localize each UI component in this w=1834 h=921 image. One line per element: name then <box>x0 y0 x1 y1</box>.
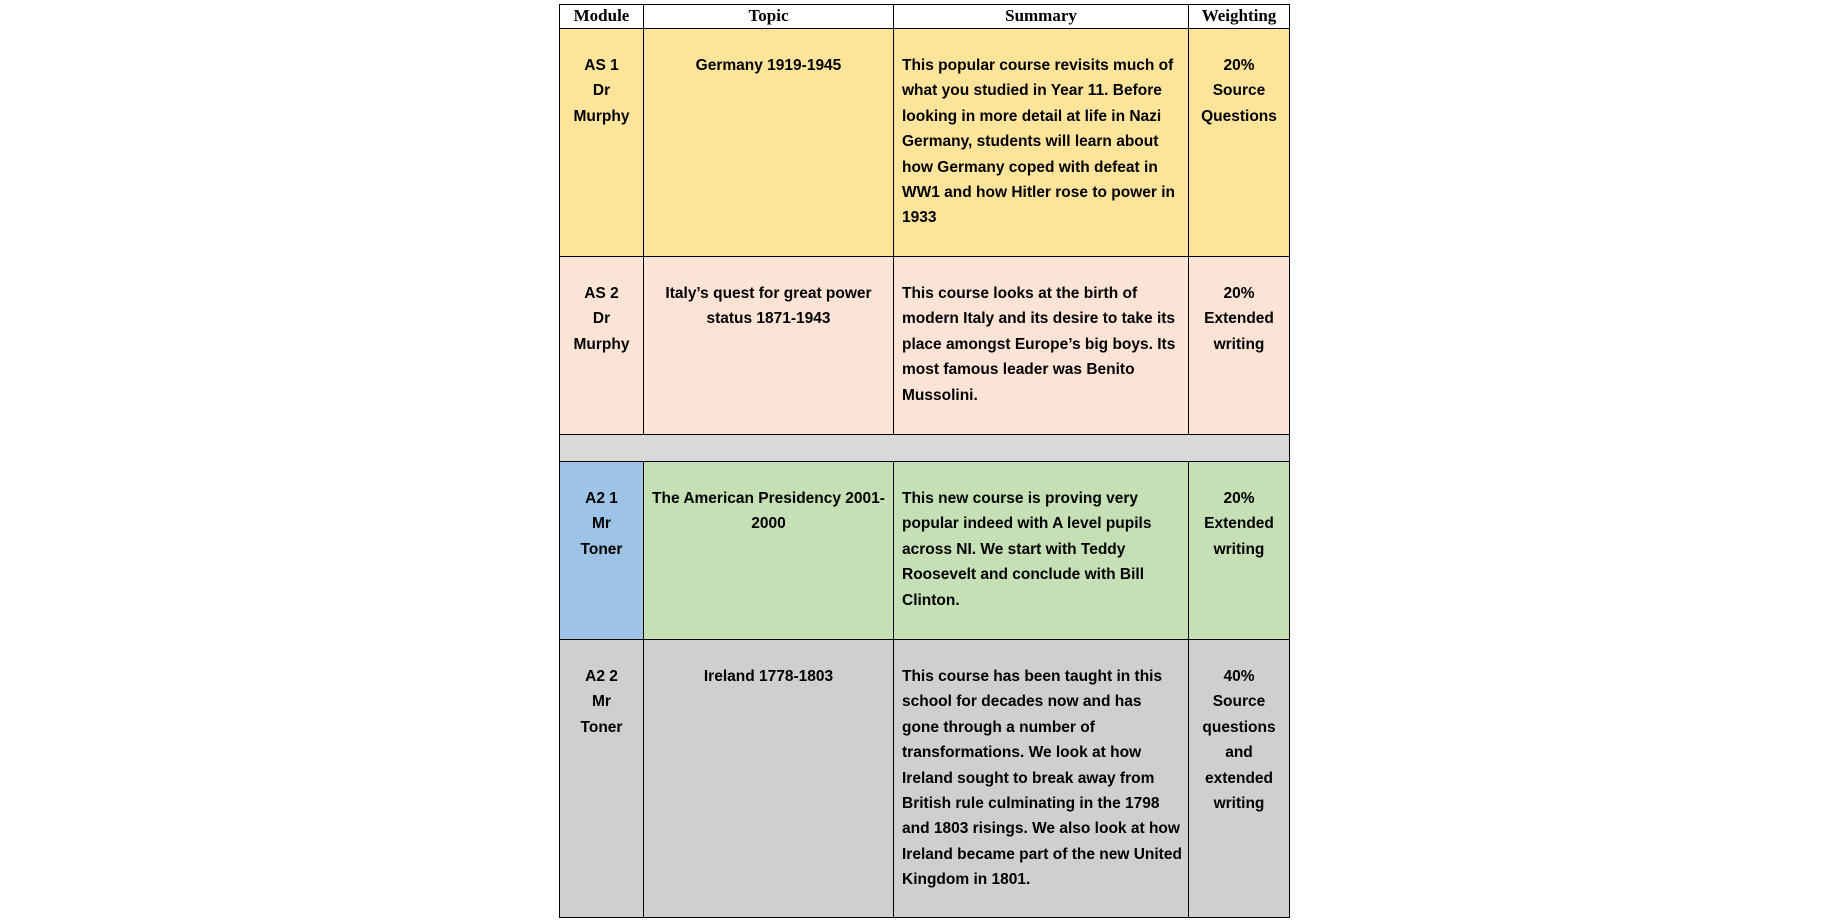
summary-text: This new course is proving very popular indeed with A level pupils across NI. We start with Teddy Roosevelt and conclude with Bill Clinton. <box>902 490 1152 609</box>
header-summary: Summary <box>894 5 1189 29</box>
weighting-cell <box>1189 640 1290 918</box>
module-cell <box>560 29 644 257</box>
weighting-text: 20% Extended writing <box>1204 490 1274 558</box>
summary-text: This course has been taught in this school for decades now and has gone through a number of transformations. We look at how Ireland sought to break away from British rule culminating in the 1798 and 1803 risings. We also look at how Ireland became part of the new United Kingdom in 1801. <box>902 668 1182 889</box>
module-cell <box>560 462 644 640</box>
table-row <box>560 257 1290 435</box>
header-weighting: Weighting <box>1189 5 1290 29</box>
course-table <box>559 4 1290 918</box>
summary-text: This popular course revisits much of what you studied in Year 11. Before looking in more detail at life in Nazi Germany, students will learn about how Germany coped with defeat in WW1 and how Hitler rose to power in 1933 <box>902 57 1175 227</box>
topic-text: Italy’s quest for great power status 1871-1943 <box>665 285 872 328</box>
header-module: Module <box>560 5 644 29</box>
weighting-cell <box>1189 29 1290 257</box>
topic-cell <box>644 640 894 918</box>
weighting-text: 40% Source questions and extended writing <box>1202 668 1276 813</box>
table-row <box>560 29 1290 257</box>
topic-cell <box>644 257 894 435</box>
weighting-cell <box>1189 257 1290 435</box>
separator-cell <box>560 435 1290 462</box>
summary-cell <box>894 29 1189 257</box>
module-cell <box>560 640 644 918</box>
topic-text: The American Presidency 2001-2000 <box>652 490 885 533</box>
topic-cell <box>644 29 894 257</box>
module-cell <box>560 257 644 435</box>
weighting-text: 20% Source Questions <box>1201 57 1277 125</box>
summary-cell <box>894 257 1189 435</box>
weighting-cell <box>1189 462 1290 640</box>
summary-cell <box>894 462 1189 640</box>
module-text: AS 1 Dr Murphy <box>573 57 630 125</box>
separator-row <box>560 435 1290 462</box>
summary-cell <box>894 640 1189 918</box>
module-text: AS 2 Dr Murphy <box>573 285 630 353</box>
topic-text: Germany 1919-1945 <box>695 57 842 74</box>
header-topic: Topic <box>644 5 894 29</box>
table-row <box>560 462 1290 640</box>
header-row <box>560 5 1290 29</box>
topic-text: Ireland 1778-1803 <box>703 668 834 685</box>
topic-cell <box>644 462 894 640</box>
summary-text: This course looks at the birth of modern Italy and its desire to take its place amongst Europe’s big boys. Its most famous leader was Benito Mussolini. <box>902 285 1176 404</box>
module-text: A2 1 Mr Toner <box>580 490 623 558</box>
module-text: A2 2 Mr Toner <box>580 668 623 736</box>
weighting-text: 20% Extended writing <box>1204 285 1274 353</box>
table-row <box>560 640 1290 918</box>
